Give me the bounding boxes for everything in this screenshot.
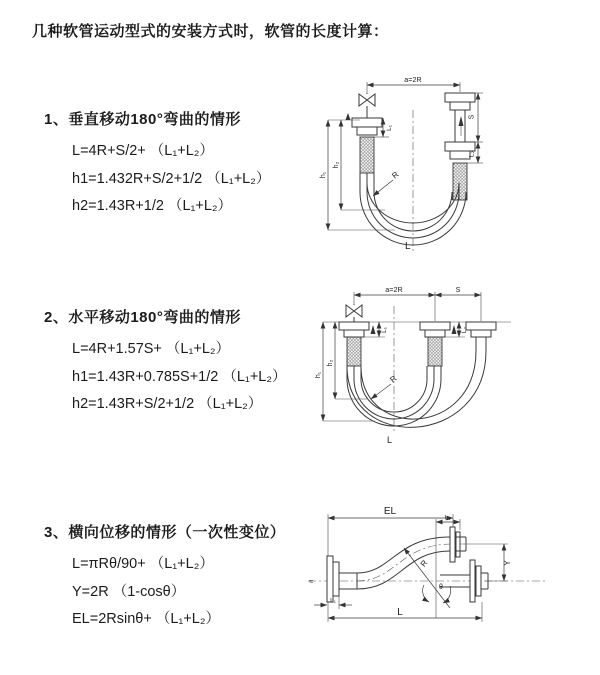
length-label: L: [405, 241, 411, 252]
dim-label-s: S: [455, 285, 461, 294]
section-1-heading: 1、垂直移动180°弯曲的情形: [44, 111, 241, 128]
left-pipe-fitting: [339, 322, 376, 366]
dim-label-l1: L₁: [330, 597, 336, 605]
dim-label-l2: L₂: [468, 150, 476, 158]
formula-line: h1=1.43R+0.785S+1/2 （L₁+L₂）: [72, 368, 287, 385]
section-2: [44, 306, 286, 419]
top-right-flange: [450, 527, 466, 562]
right-pipe-fitting: [445, 93, 475, 200]
section-2-heading: 2、水平移动180°弯曲的情形: [44, 309, 241, 326]
section-3: [44, 521, 285, 634]
dimension-l2: [436, 515, 460, 619]
diagram-lateral-displacement: [300, 498, 555, 663]
right-pipe-fitting: [466, 322, 496, 351]
dim-label-h2: h₂: [326, 359, 334, 367]
angle-label: θ: [439, 584, 443, 591]
section-1: [44, 108, 270, 221]
radius-leader: [373, 170, 401, 196]
formula-line: h2=1.43R+S/2+1/2 （L₁+L₂）: [72, 396, 263, 412]
valve-icon: [359, 93, 375, 118]
length-label: L: [397, 607, 403, 618]
diagram-horizontal-180-bend: [315, 281, 560, 459]
length-label: L: [387, 435, 393, 445]
formula-line: L=4R+1.57S+ （L₁+L₂）: [72, 341, 231, 357]
hose-curves: [347, 351, 486, 427]
dim-label-y: Y: [503, 560, 512, 566]
section-1-formulas: [72, 138, 270, 221]
dim-label-el: EL: [383, 506, 397, 517]
left-flange: [327, 556, 357, 602]
dimension-a2r-s: [354, 285, 481, 321]
dim-label-l1: L₁: [381, 327, 388, 333]
dim-label-h1: h₁: [315, 371, 322, 379]
page-title: 几种软管运动型式的安装方式时，软管的长度计算：: [32, 23, 389, 40]
formula-line: EL=2Rsinθ+ （L₁+L₂）: [72, 611, 220, 627]
formula-line: L=4R+S/2+ （L₁+L₂）: [72, 143, 214, 159]
radius-label: R: [390, 169, 401, 181]
formula-line: h1=1.432R+S/2+1/2 （L₁+L₂）: [72, 170, 271, 187]
dimension-el: [328, 506, 453, 556]
diagram-vertical-180-bend: [315, 70, 530, 262]
dim-label-l2: L₂: [444, 514, 452, 522]
dim-label-h1: h₁: [320, 171, 327, 179]
radius-and-angle: [404, 548, 451, 608]
middle-pipe-fitting: [420, 322, 457, 366]
dim-label-h2: h₂: [333, 161, 340, 169]
formula-line: L=πRθ/90+ （L₁+L₂）: [72, 556, 214, 572]
break-symbol: ≈: [309, 577, 314, 586]
dimension-fittings: [361, 322, 468, 337]
formula-line: h2=1.43R+1/2 （L₁+L₂）: [72, 198, 233, 214]
valve-icon: [346, 304, 362, 322]
formula-line: Y=2R （1-cosθ）: [72, 583, 186, 600]
section-3-formulas: [72, 551, 285, 634]
radius-label: R: [418, 558, 430, 569]
dim-label-l2: L₂: [461, 326, 468, 334]
section-2-formulas: [72, 336, 286, 419]
left-pipe-fitting: [352, 118, 382, 173]
dimension-a2r: [367, 75, 460, 93]
radius-label: R: [388, 373, 399, 385]
dim-label-a2r: a=2R: [385, 285, 403, 294]
dim-label-l1: L₁: [386, 125, 393, 131]
section-3-heading: 3、横向位移的情形（一次性变位）: [44, 524, 286, 541]
dim-label-a2r: a=2R: [404, 75, 422, 84]
radius-leader: [371, 374, 399, 399]
dim-label-s: S: [468, 114, 476, 120]
